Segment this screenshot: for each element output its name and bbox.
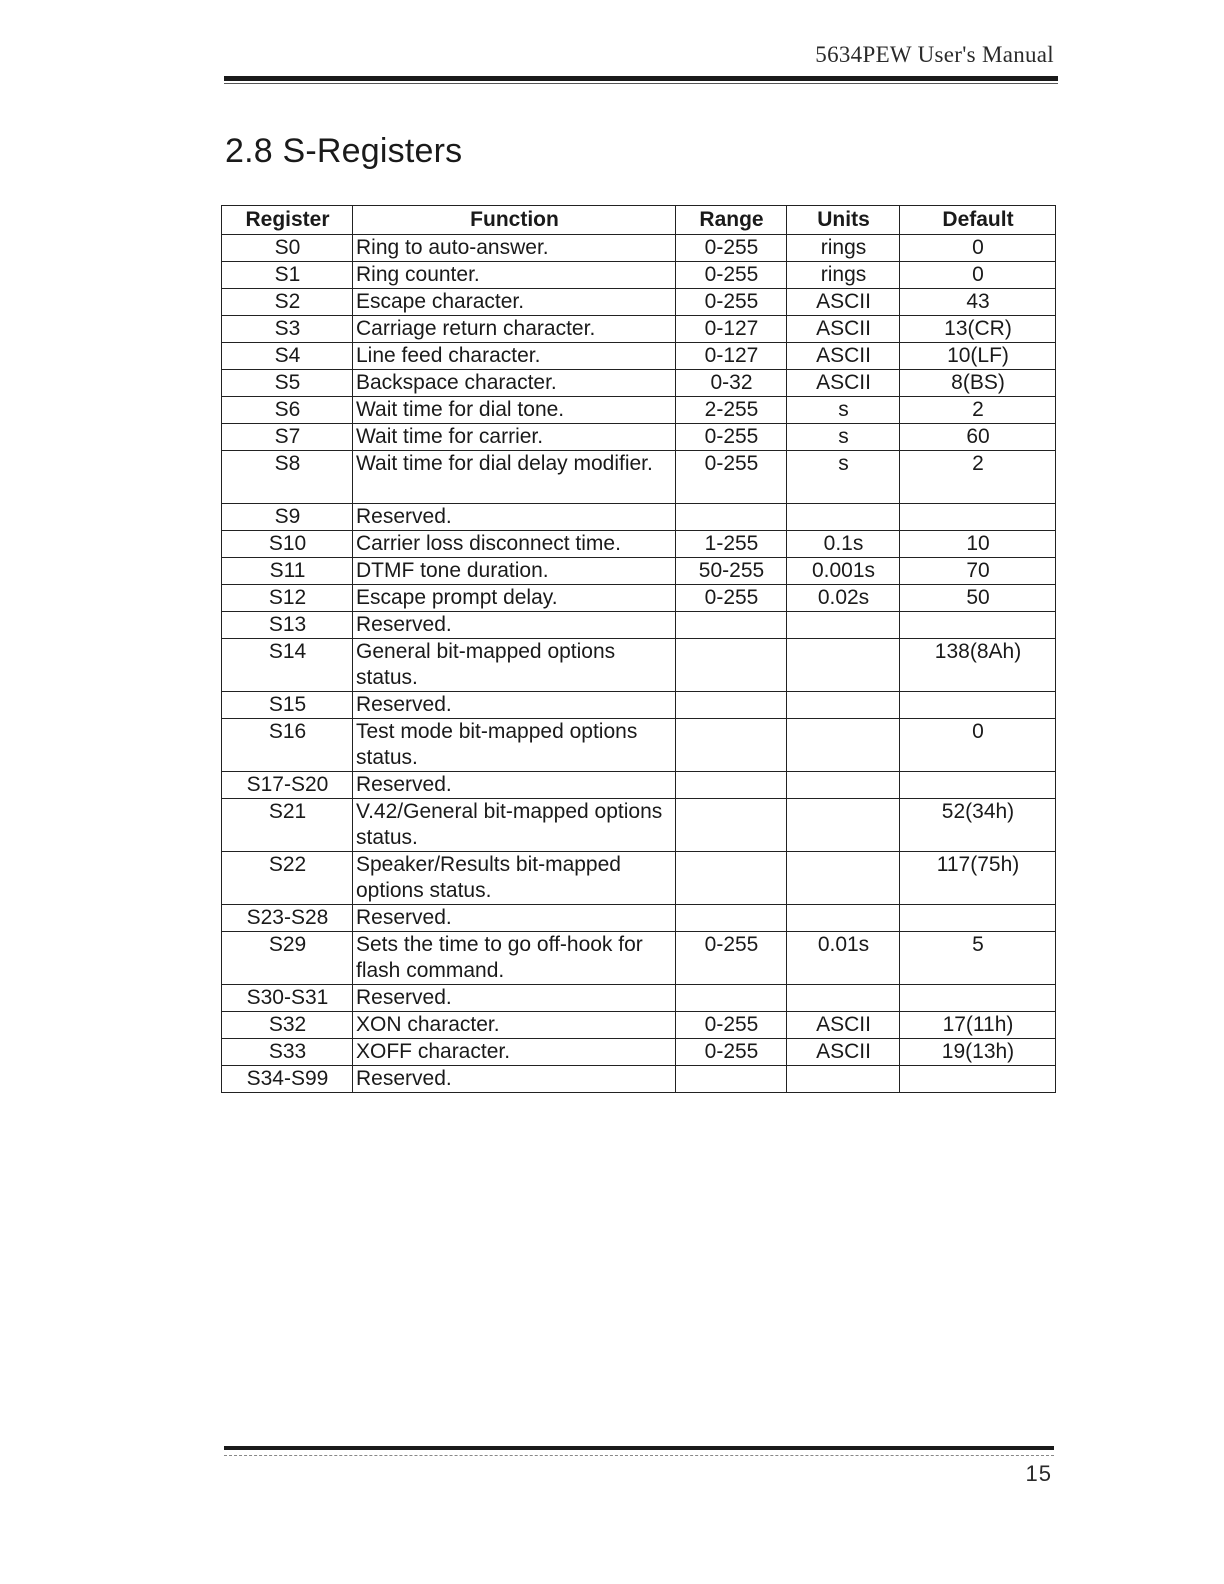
cell-default xyxy=(900,905,1056,932)
table-row xyxy=(222,692,1056,719)
table-row xyxy=(222,397,1056,424)
s-registers-table xyxy=(221,205,1056,1093)
cell-register: S22 xyxy=(222,852,353,905)
cell-function: Wait time for dial tone. xyxy=(353,397,676,424)
table-row xyxy=(222,262,1056,289)
table-row xyxy=(222,612,1056,639)
cell-function: Backspace character. xyxy=(353,370,676,397)
cell-default: 0 xyxy=(900,235,1056,262)
cell-default: 13(CR) xyxy=(900,316,1056,343)
cell-default xyxy=(900,692,1056,719)
cell-register: S12 xyxy=(222,585,353,612)
table-row xyxy=(222,370,1056,397)
table-row xyxy=(222,932,1056,985)
footer-rule-thin xyxy=(224,1455,1054,1457)
cell-units: 0.001s xyxy=(787,558,900,585)
table-row xyxy=(222,772,1056,799)
cell-function: XOFF character. xyxy=(353,1039,676,1066)
cell-register: S34-S99 xyxy=(222,1066,353,1093)
table-row xyxy=(222,531,1056,558)
cell-range xyxy=(676,692,787,719)
cell-units xyxy=(787,504,900,531)
cell-range: 0-255 xyxy=(676,1012,787,1039)
cell-register: S30-S31 xyxy=(222,985,353,1012)
cell-default: 0 xyxy=(900,262,1056,289)
cell-default: 60 xyxy=(900,424,1056,451)
cell-range xyxy=(676,1066,787,1093)
running-header: 5634PEW User's Manual xyxy=(815,42,1054,67)
cell-units xyxy=(787,639,900,692)
cell-register: S8 xyxy=(222,451,353,504)
cell-default xyxy=(900,612,1056,639)
cell-register: S5 xyxy=(222,370,353,397)
cell-register: S0 xyxy=(222,235,353,262)
cell-default: 19(13h) xyxy=(900,1039,1056,1066)
cell-function: Reserved. xyxy=(353,985,676,1012)
cell-register: S14 xyxy=(222,639,353,692)
cell-register: S9 xyxy=(222,504,353,531)
table-row xyxy=(222,289,1056,316)
cell-range: 0-255 xyxy=(676,585,787,612)
table-row xyxy=(222,1012,1056,1039)
table-row xyxy=(222,316,1056,343)
cell-units: s xyxy=(787,451,900,504)
cell-function: Ring to auto-answer. xyxy=(353,235,676,262)
cell-range xyxy=(676,719,787,772)
cell-register: S29 xyxy=(222,932,353,985)
cell-units: ASCII xyxy=(787,370,900,397)
cell-default: 117(75h) xyxy=(900,852,1056,905)
cell-register: S17-S20 xyxy=(222,772,353,799)
cell-range: 2-255 xyxy=(676,397,787,424)
cell-function: Test mode bit-mapped options status. xyxy=(353,719,676,772)
cell-range xyxy=(676,504,787,531)
table-row xyxy=(222,558,1056,585)
column-header-units: Units xyxy=(787,206,900,235)
footer-rule xyxy=(224,1446,1054,1450)
cell-range xyxy=(676,772,787,799)
cell-register: S4 xyxy=(222,343,353,370)
cell-function: Ring counter. xyxy=(353,262,676,289)
cell-register: S15 xyxy=(222,692,353,719)
cell-units xyxy=(787,719,900,772)
column-header-function: Function xyxy=(353,206,676,235)
cell-range: 0-255 xyxy=(676,1039,787,1066)
table-row xyxy=(222,985,1056,1012)
cell-units xyxy=(787,772,900,799)
cell-default: 70 xyxy=(900,558,1056,585)
cell-units: rings xyxy=(787,235,900,262)
cell-units: s xyxy=(787,397,900,424)
cell-units: rings xyxy=(787,262,900,289)
cell-function: Escape character. xyxy=(353,289,676,316)
cell-range: 0-255 xyxy=(676,451,787,504)
section-title: 2.8 S-Registers xyxy=(225,132,463,170)
cell-register: S11 xyxy=(222,558,353,585)
cell-units xyxy=(787,905,900,932)
cell-register: S10 xyxy=(222,531,353,558)
cell-function: Carrier loss disconnect time. xyxy=(353,531,676,558)
cell-register: S16 xyxy=(222,719,353,772)
cell-units xyxy=(787,692,900,719)
table-row xyxy=(222,852,1056,905)
cell-units xyxy=(787,985,900,1012)
cell-function: Reserved. xyxy=(353,692,676,719)
cell-function: Wait time for carrier. xyxy=(353,424,676,451)
cell-function: Sets the time to go off-hook for flash command. xyxy=(353,932,676,985)
table-body xyxy=(222,235,1056,1093)
column-header-default: Default xyxy=(900,206,1056,235)
cell-range: 0-127 xyxy=(676,343,787,370)
cell-register: S13 xyxy=(222,612,353,639)
cell-default: 2 xyxy=(900,451,1056,504)
cell-function: General bit-mapped options status. xyxy=(353,639,676,692)
cell-register: S1 xyxy=(222,262,353,289)
cell-units xyxy=(787,852,900,905)
cell-range: 0-255 xyxy=(676,289,787,316)
table-row xyxy=(222,719,1056,772)
cell-units xyxy=(787,799,900,852)
cell-function: Reserved. xyxy=(353,612,676,639)
table-row xyxy=(222,1039,1056,1066)
cell-units: ASCII xyxy=(787,289,900,316)
cell-function: Speaker/Results bit-mapped options status. xyxy=(353,852,676,905)
table-header-row xyxy=(222,206,1056,235)
cell-function: XON character. xyxy=(353,1012,676,1039)
cell-units: 0.01s xyxy=(787,932,900,985)
cell-function: Reserved. xyxy=(353,905,676,932)
cell-default: 52(34h) xyxy=(900,799,1056,852)
cell-function: Carriage return character. xyxy=(353,316,676,343)
cell-register: S6 xyxy=(222,397,353,424)
cell-units xyxy=(787,612,900,639)
cell-register: S2 xyxy=(222,289,353,316)
table-row xyxy=(222,799,1056,852)
cell-default xyxy=(900,772,1056,799)
page-number: 15 xyxy=(1025,1461,1052,1486)
cell-default: 50 xyxy=(900,585,1056,612)
cell-register: S7 xyxy=(222,424,353,451)
cell-default xyxy=(900,985,1056,1012)
column-header-range: Range xyxy=(676,206,787,235)
cell-default xyxy=(900,1066,1056,1093)
cell-register: S33 xyxy=(222,1039,353,1066)
table-row xyxy=(222,1066,1056,1093)
cell-range xyxy=(676,985,787,1012)
cell-function: V.42/General bit-mapped options status. xyxy=(353,799,676,852)
cell-default: 10 xyxy=(900,531,1056,558)
column-header-register: Register xyxy=(222,206,353,235)
cell-units: 0.02s xyxy=(787,585,900,612)
cell-default: 0 xyxy=(900,719,1056,772)
cell-range xyxy=(676,639,787,692)
table-row xyxy=(222,343,1056,370)
cell-register: S3 xyxy=(222,316,353,343)
cell-default: 138(8Ah) xyxy=(900,639,1056,692)
cell-default: 8(BS) xyxy=(900,370,1056,397)
cell-default: 2 xyxy=(900,397,1056,424)
cell-function: Line feed character. xyxy=(353,343,676,370)
cell-units xyxy=(787,1066,900,1093)
cell-units: ASCII xyxy=(787,1012,900,1039)
header-rule xyxy=(224,76,1058,81)
cell-default: 10(LF) xyxy=(900,343,1056,370)
table-row xyxy=(222,639,1056,692)
table-row xyxy=(222,905,1056,932)
cell-default xyxy=(900,504,1056,531)
cell-default: 5 xyxy=(900,932,1056,985)
cell-range: 0-32 xyxy=(676,370,787,397)
cell-register: S32 xyxy=(222,1012,353,1039)
table-row xyxy=(222,451,1056,504)
cell-range: 1-255 xyxy=(676,531,787,558)
cell-range xyxy=(676,852,787,905)
cell-range: 0-255 xyxy=(676,235,787,262)
header-rule-thin xyxy=(224,83,1058,84)
cell-units: 0.1s xyxy=(787,531,900,558)
cell-function: DTMF tone duration. xyxy=(353,558,676,585)
cell-function: Reserved. xyxy=(353,772,676,799)
cell-range xyxy=(676,612,787,639)
cell-function: Escape prompt delay. xyxy=(353,585,676,612)
table-row xyxy=(222,585,1056,612)
cell-range: 0-127 xyxy=(676,316,787,343)
cell-default: 17(11h) xyxy=(900,1012,1056,1039)
table-row xyxy=(222,424,1056,451)
cell-range: 0-255 xyxy=(676,262,787,289)
cell-default: 43 xyxy=(900,289,1056,316)
table-row xyxy=(222,504,1056,531)
cell-register: S23-S28 xyxy=(222,905,353,932)
table-row xyxy=(222,235,1056,262)
cell-units: ASCII xyxy=(787,1039,900,1066)
cell-range: 0-255 xyxy=(676,424,787,451)
cell-units: s xyxy=(787,424,900,451)
cell-range: 50-255 xyxy=(676,558,787,585)
cell-range: 0-255 xyxy=(676,932,787,985)
cell-units: ASCII xyxy=(787,316,900,343)
cell-units: ASCII xyxy=(787,343,900,370)
cell-range xyxy=(676,905,787,932)
cell-function: Reserved. xyxy=(353,504,676,531)
cell-range xyxy=(676,799,787,852)
cell-register: S21 xyxy=(222,799,353,852)
cell-function: Reserved. xyxy=(353,1066,676,1093)
cell-function: Wait time for dial delay modifier. xyxy=(353,451,676,504)
